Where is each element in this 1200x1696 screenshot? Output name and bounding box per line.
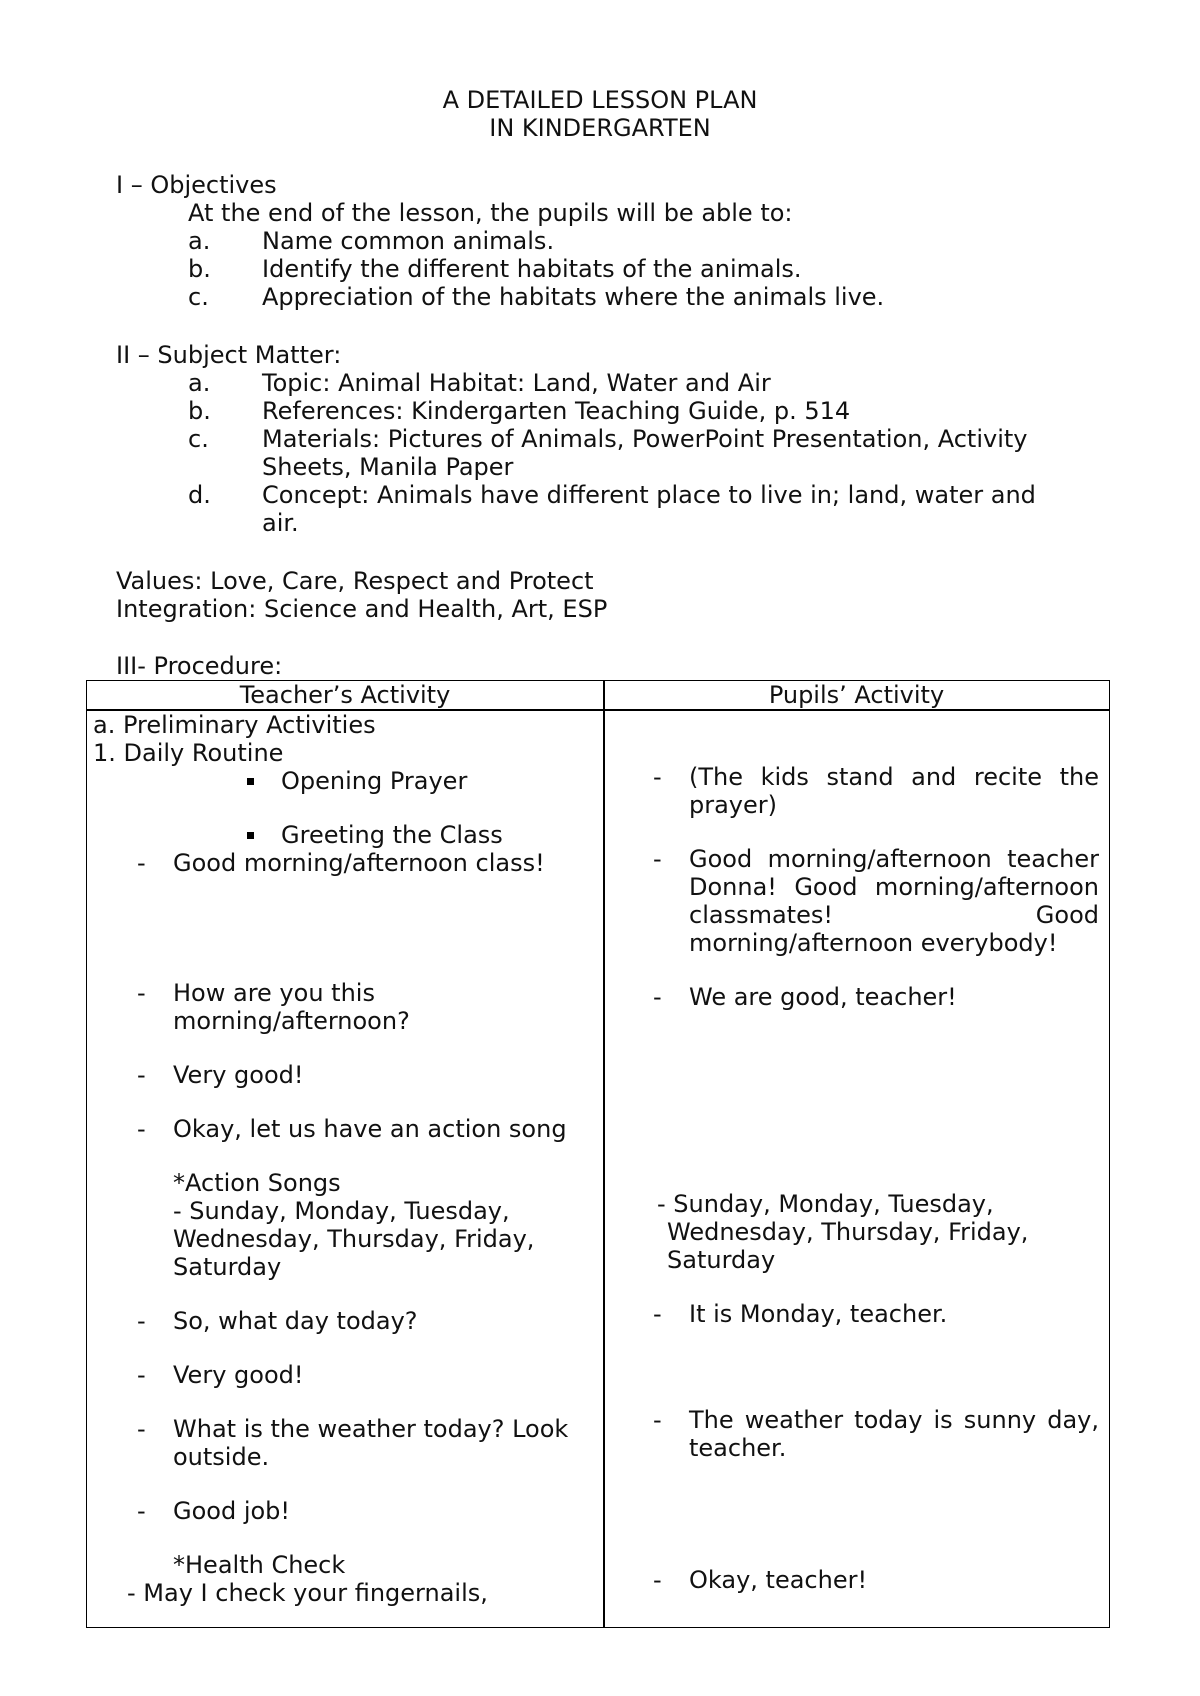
dash-bullet: - [653,1406,662,1434]
dash-bullet: - [137,1307,146,1335]
objective-item-b: Identify the different habitats of the animals. [262,255,802,283]
subject-item-materials: Materials: Pictures of Animals, PowerPoint Presentation, Activity [262,425,1028,453]
dash-bullet: - [137,1061,146,1089]
teacher-very-good-1: Very good! [173,1061,304,1089]
dash-bullet: - [653,1300,662,1328]
teacher-action-song: Okay, let us have an action song [173,1115,567,1143]
teacher-what-day: So, what day today? [173,1307,418,1335]
teacher-good-job: Good job! [173,1497,291,1525]
objective-letter-b: b. [188,255,211,283]
pupils-sunny: The weather today is sunny day, [689,1406,1099,1434]
pupils-greet-1: Good morning/afternoon teacher [689,845,1099,873]
header-teacher-activity: Teacher’s Activity [239,681,451,709]
objective-letter-c: c. [188,283,209,311]
dash-bullet: - [137,849,146,877]
column-divider [603,681,605,1627]
dash-bullet: - [137,1497,146,1525]
pupils-greet-3b: Good [1035,901,1099,929]
pupils-monday: It is Monday, teacher. [689,1300,948,1328]
health-check-label: *Health Check [173,1551,346,1579]
dash-bullet: - [137,979,146,1007]
document-title-line1: A DETAILED LESSON PLAN [442,86,758,114]
pupils-prayer: (The kids stand and recite the [689,763,1099,791]
integration-line: Integration: Science and Health, Art, ESP [116,595,608,623]
teacher-how-are-you-cont: morning/afternoon? [173,1007,410,1035]
pupils-days-song-3: Saturday [667,1246,776,1274]
daily-routine: 1. Daily Routine [93,739,284,767]
dash-bullet: - [137,1115,146,1143]
teacher-weather-question-cont: outside. [173,1443,270,1471]
objective-letter-a: a. [188,227,211,255]
teacher-days-song-1: - Sunday, Monday, Tuesday, [173,1197,510,1225]
pupils-prayer-cont: prayer) [689,791,778,819]
pupils-greet-4: morning/afternoon everybody! [689,929,1058,957]
pupils-sunny-cont: teacher. [689,1434,787,1462]
square-bullet-icon [247,778,254,785]
subject-item-topic: Topic: Animal Habitat: Land, Water and Air [262,369,771,397]
objectives-intro: At the end of the lesson, the pupils will be able to: [188,199,793,227]
action-songs-label: *Action Songs [173,1169,341,1197]
subject-matter-heading: II – Subject Matter: [116,341,342,369]
square-bullet-icon [247,832,254,839]
teacher-how-are-you: How are you this [173,979,375,1007]
teacher-days-song-2: Wednesday, Thursday, Friday, [173,1225,535,1253]
objective-item-a: Name common animals. [262,227,555,255]
pupils-greet-2: Donna! Good morning/afternoon [689,873,1099,901]
preliminary-activities: a. Preliminary Activities [93,711,376,739]
subject-letter-c: c. [188,425,209,453]
dash-bullet: - [137,1415,146,1443]
pupils-days-song-1: - Sunday, Monday, Tuesday, [657,1190,994,1218]
teacher-days-song-3: Saturday [173,1253,282,1281]
procedure-table [86,680,1110,1628]
objectives-heading: I – Objectives [116,171,277,199]
values-line: Values: Love, Care, Respect and Protect [116,567,594,595]
subject-item-materials-cont: Sheets, Manila Paper [262,453,514,481]
dash-bullet: - [653,1566,662,1594]
pupils-okay: Okay, teacher! [689,1566,868,1594]
subject-item-concept: Concept: Animals have different place to live in; land, water and [262,481,1036,509]
dash-bullet: - [653,763,662,791]
pupils-we-are-good: We are good, teacher! [689,983,957,1011]
teacher-good-morning: Good morning/afternoon class! [173,849,545,877]
dash-bullet: - [137,1361,146,1389]
dash-bullet: - [653,845,662,873]
pupils-greet-3a: classmates! [689,901,833,929]
subject-item-references: References: Kindergarten Teaching Guide, p. 514 [262,397,851,425]
pupils-days-song-2: Wednesday, Thursday, Friday, [667,1218,1029,1246]
document-title-line2: IN KINDERGARTEN [489,114,711,142]
objective-item-c: Appreciation of the habitats where the animals live. [262,283,885,311]
procedure-heading: III- Procedure: [116,652,283,680]
teacher-fingernails: - May I check your fingernails, [127,1579,488,1607]
header-pupils-activity: Pupils’ Activity [768,681,945,709]
teacher-weather-question: What is the weather today? Look [173,1415,569,1443]
subject-letter-d: d. [188,481,211,509]
subject-letter-a: a. [188,369,211,397]
greeting-the-class: Greeting the Class [281,821,503,849]
opening-prayer: Opening Prayer [281,767,468,795]
dash-bullet: - [653,983,662,1011]
subject-letter-b: b. [188,397,211,425]
teacher-very-good-2: Very good! [173,1361,304,1389]
subject-item-concept-cont: air. [262,509,299,537]
